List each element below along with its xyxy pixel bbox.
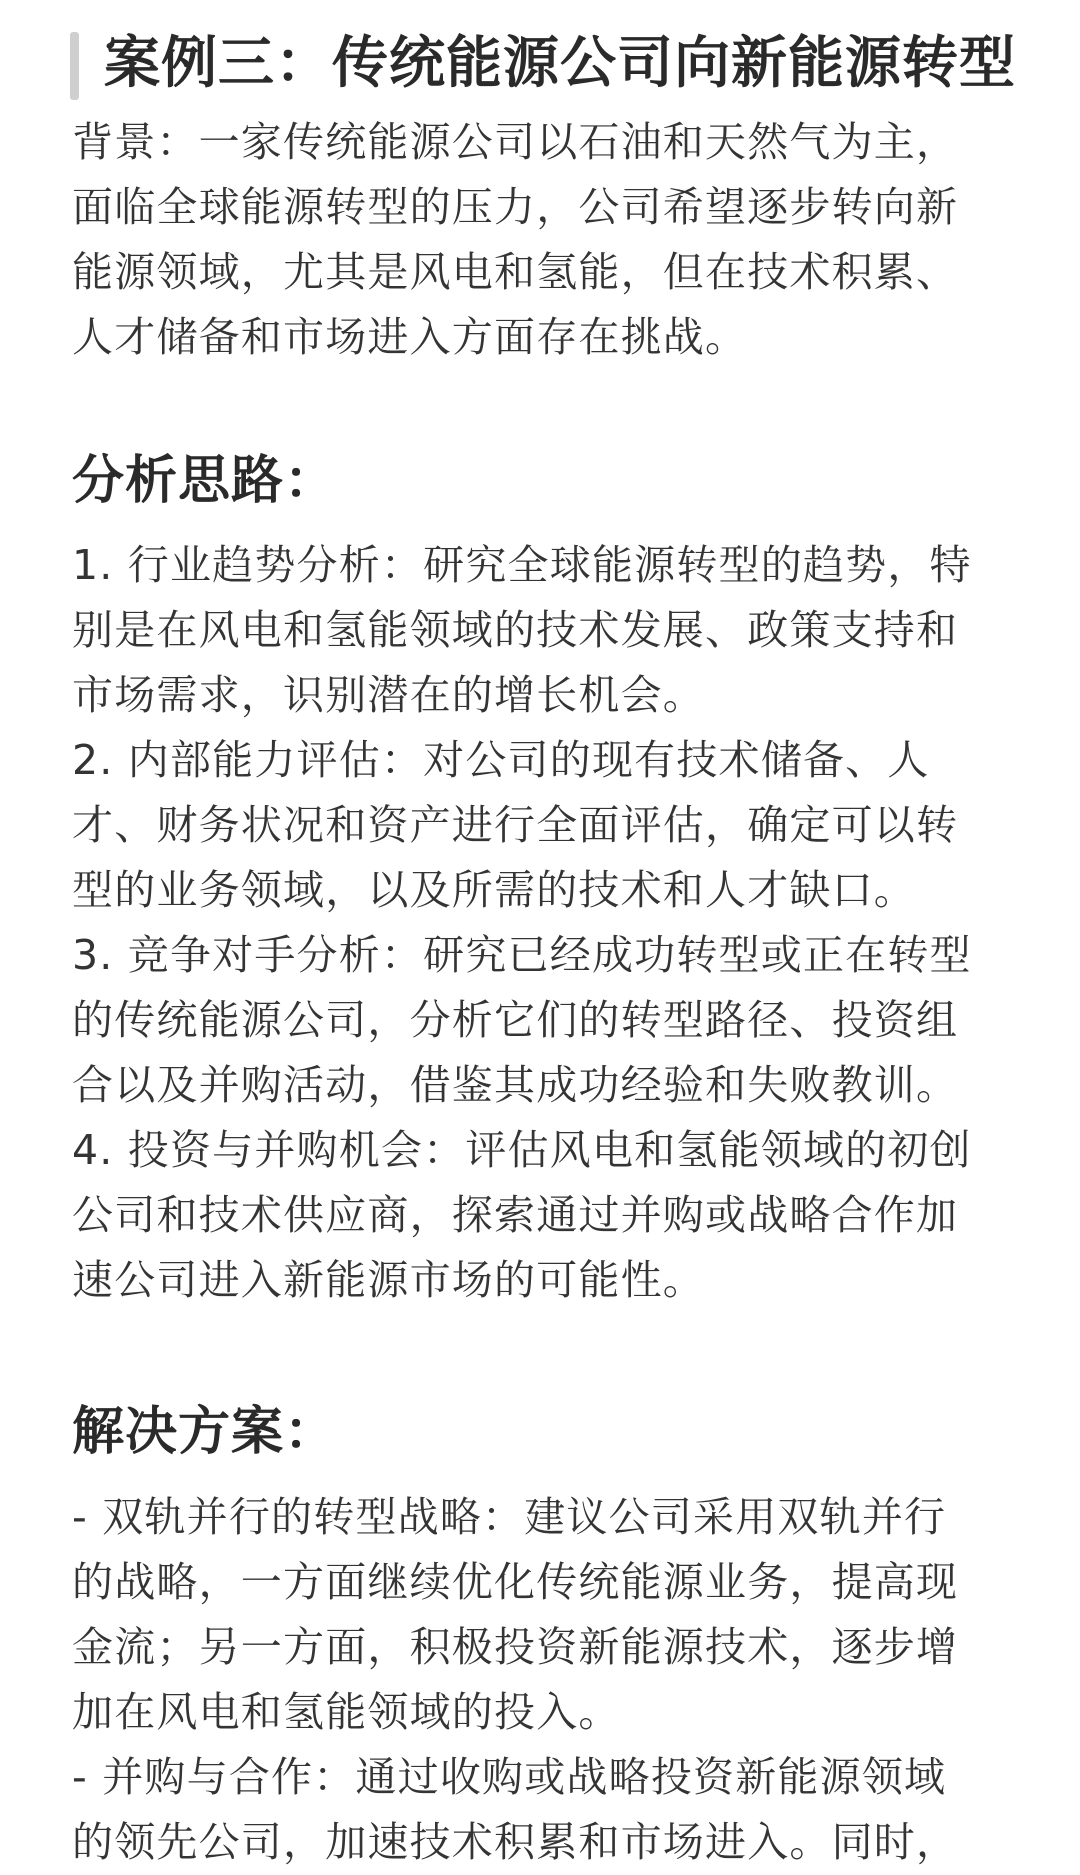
case-title: 案例三：传统能源公司向新能源转型	[104, 31, 1016, 96]
text-line: 别是在风电和氢能领域的技术发展、政策支持和	[72, 606, 959, 654]
text-line: 金流；另一方面，积极投资新能源技术，逐步增	[72, 1623, 959, 1671]
text-line: - 并购与合作：通过收购或战略投资新能源领域	[72, 1753, 947, 1801]
text-line: 的领先公司，加速技术积累和市场进入。同时，	[72, 1818, 959, 1866]
text-line: 公司和技术供应商，探索通过并购或战略合作加	[72, 1191, 959, 1239]
case-title-block	[70, 28, 1030, 100]
text-line: 3. 竞争对手分析：研究已经成功转型或正在转型	[72, 931, 972, 979]
text-line: - 双轨并行的转型战略：建议公司采用双轨并行	[72, 1493, 947, 1541]
text-line: 2. 内部能力评估：对公司的现有技术储备、人	[72, 736, 930, 784]
text-line: 市场需求，识别潜在的增长机会。	[72, 671, 705, 719]
text-line: 面临全球能源转型的压力，公司希望逐步转向新	[72, 183, 959, 231]
text-line: 4. 投资与并购机会：评估风电和氢能领域的初创	[72, 1126, 972, 1174]
title-accent-bar	[70, 32, 79, 100]
text-line: 能源领域，尤其是风电和氢能，但在技术积累、	[72, 248, 959, 296]
text-line: 背景：一家传统能源公司以石油和天然气为主，	[72, 118, 959, 166]
text-line: 型的业务领域，以及所需的技术和人才缺口。	[72, 866, 916, 914]
text-line: 才、财务状况和资产进行全面评估，确定可以转	[72, 801, 959, 849]
text-line: 1. 行业趋势分析：研究全球能源转型的趋势，特	[72, 541, 972, 589]
text-line: 人才储备和市场进入方面存在挑战。	[72, 313, 748, 361]
text-line: 加在风电和氢能领域的投入。	[72, 1688, 621, 1736]
text-line: 的战略，一方面继续优化传统能源业务，提高现	[72, 1558, 959, 1606]
text-line: 速公司进入新能源市场的可能性。	[72, 1256, 705, 1304]
analysis-heading: 分析思路：	[72, 451, 338, 511]
solution-heading: 解决方案：	[72, 1402, 338, 1462]
text-line: 的传统能源公司，分析它们的转型路径、投资组	[72, 996, 959, 1044]
background-paragraph	[72, 110, 1012, 370]
analysis-paragraph	[72, 533, 1012, 1313]
text-line: 合以及并购活动，借鉴其成功经验和失败教训。	[72, 1061, 959, 1109]
solution-paragraph	[72, 1485, 1012, 1875]
